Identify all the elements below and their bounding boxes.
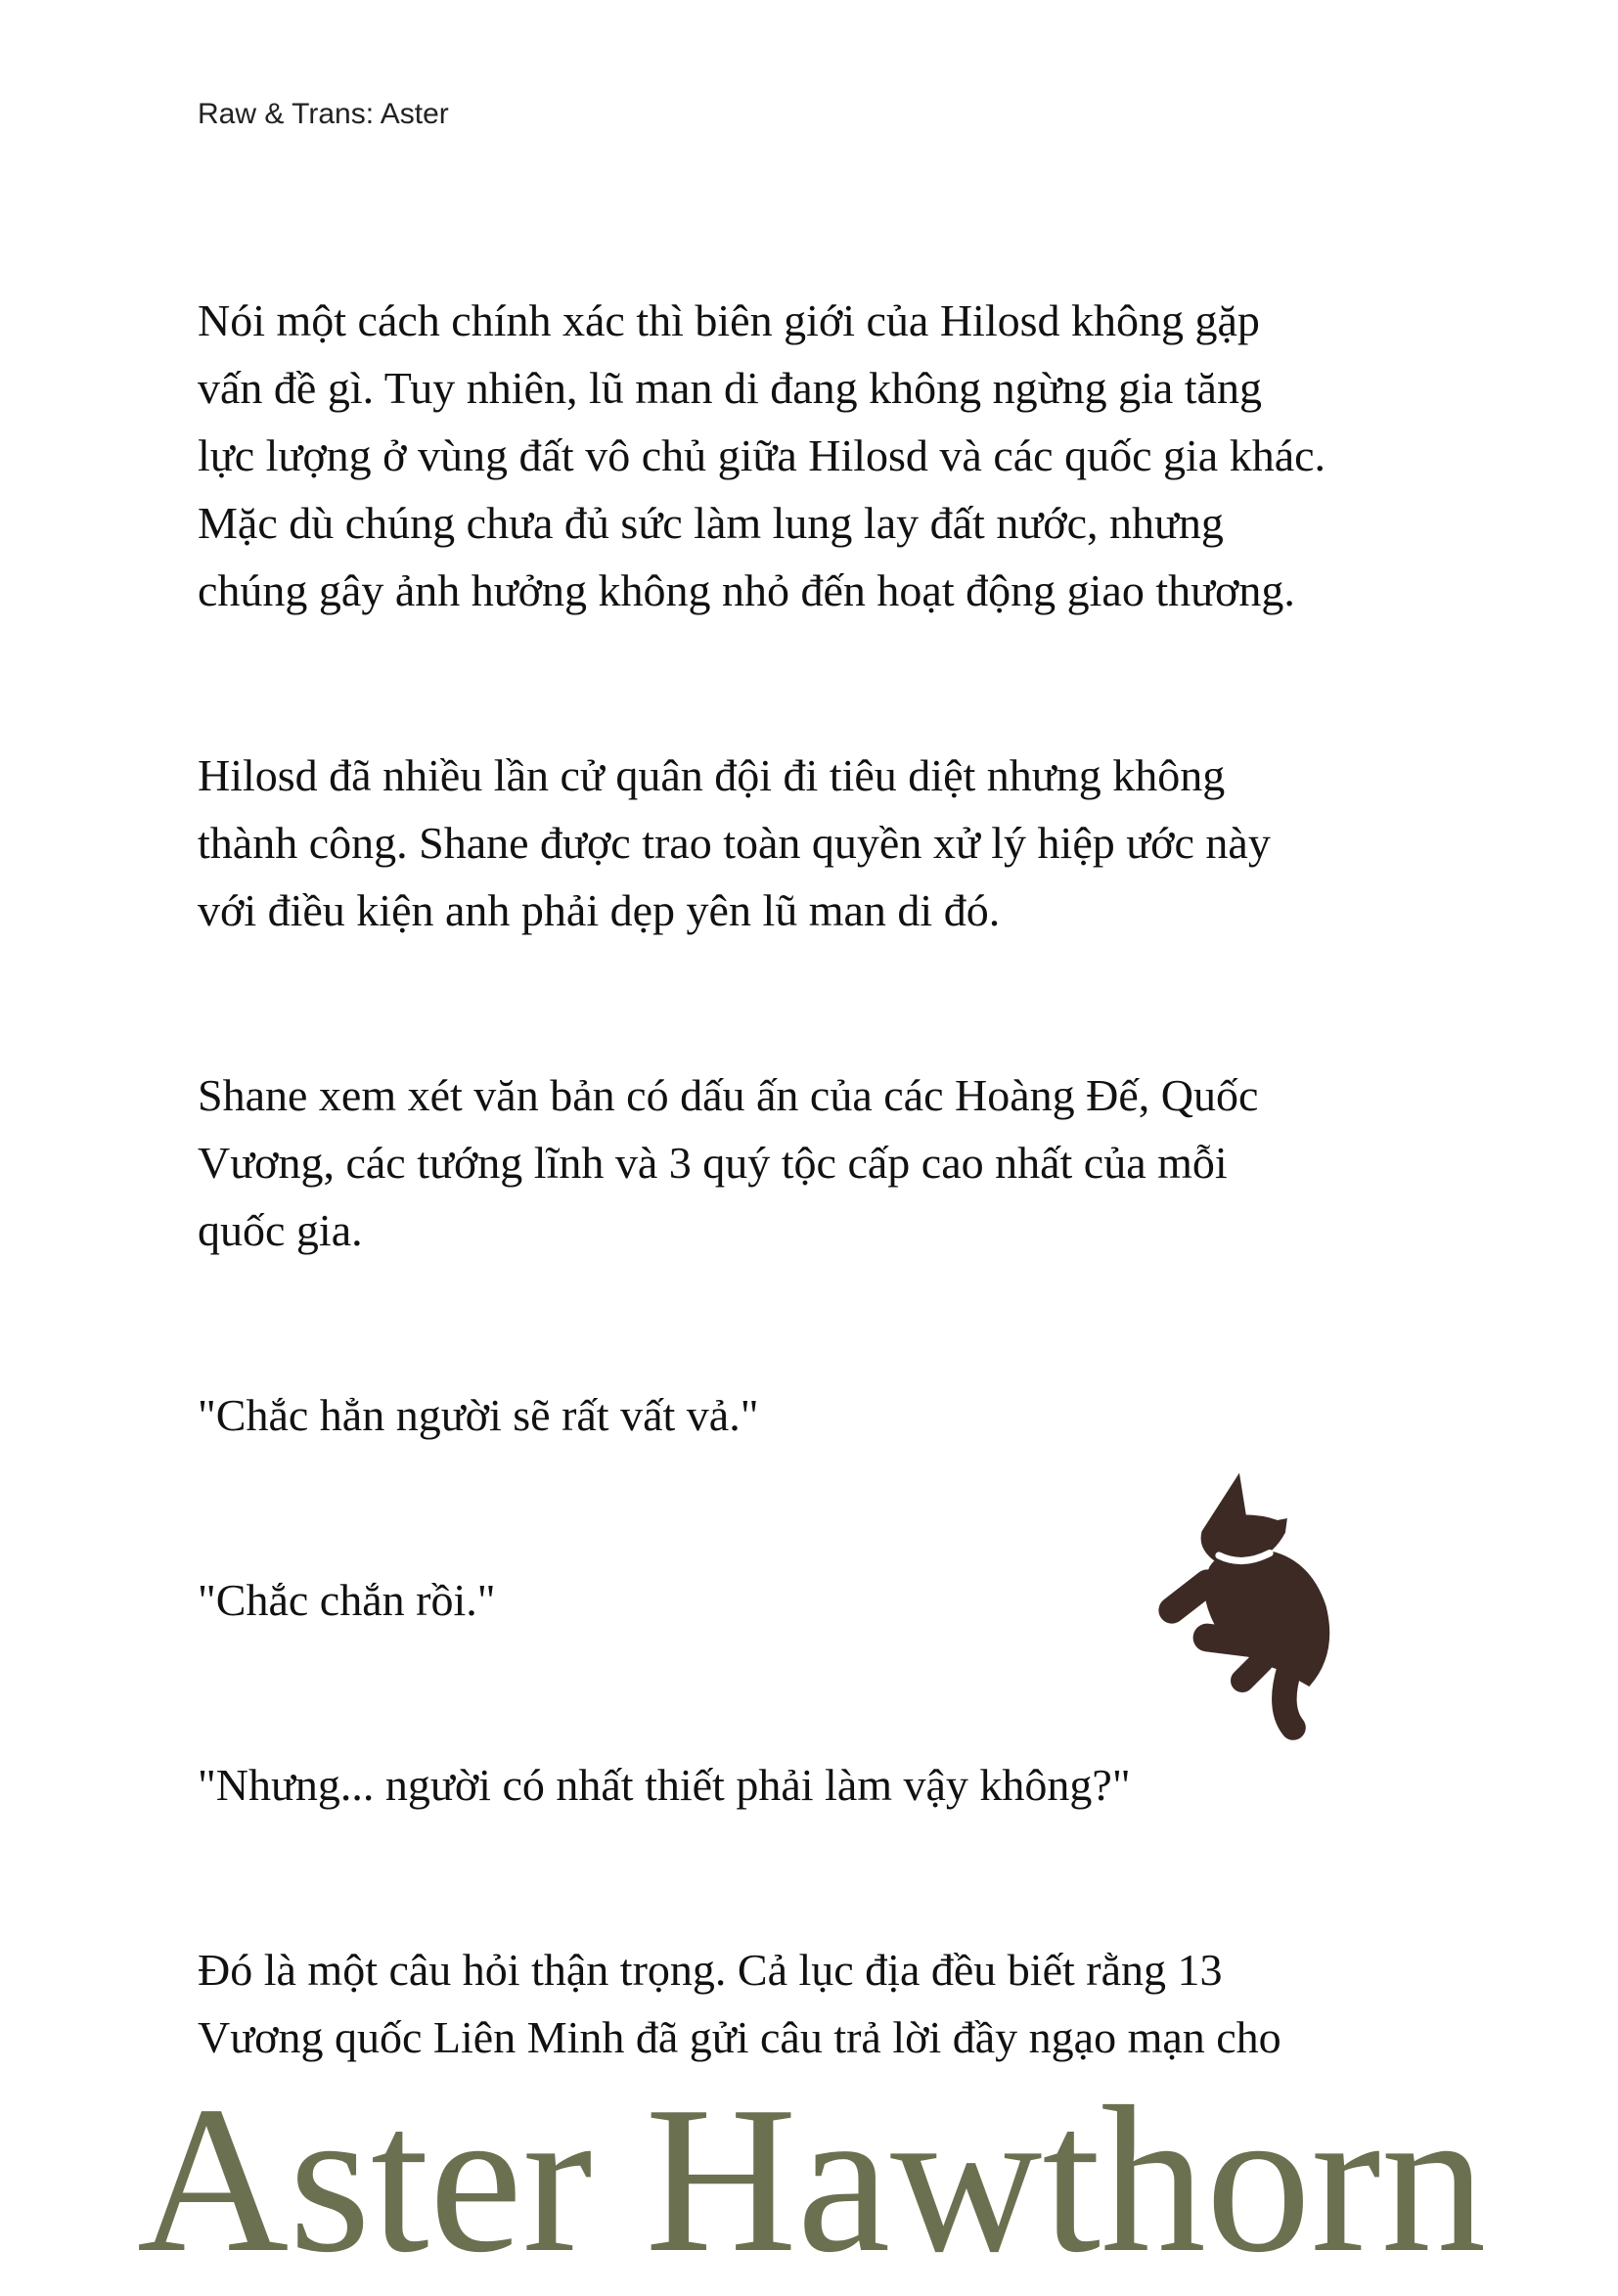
text-line: Vương, các tướng lĩnh và 3 quý tộc cấp cao nhất của mỗi [198, 1138, 1228, 1188]
text-line: Hilosd đã nhiều lần cử quân đội đi tiêu diệt nhưng không [198, 750, 1226, 800]
text-line: Shane xem xét văn bản có dấu ấn của các Hoàng Đế, Quốc [198, 1070, 1259, 1120]
text-line: vấn đề gì. Tuy nhiên, lũ man di đang không ngừng gia tăng [198, 363, 1262, 413]
text-line: "Chắc chắn rồi." [198, 1575, 496, 1625]
paragraph-1 [198, 287, 1326, 624]
paragraph-6 [198, 1751, 1131, 1819]
paragraph-5 [198, 1566, 496, 1634]
text-line: quốc gia. [198, 1205, 363, 1255]
text-line: Nói một cách chính xác thì biên giới của Hilosd không gặp [198, 295, 1260, 345]
text-line: với điều kiện anh phải dẹp yên lũ man di đó. [198, 885, 1001, 935]
text-line: Mặc dù chúng chưa đủ sức làm lung lay đất nước, nhưng [198, 498, 1224, 548]
paragraph-7 [198, 1936, 1281, 2071]
text-line: lực lượng ở vùng đất vô chủ giữa Hilosd và các quốc gia khác. [198, 430, 1326, 480]
page-header: Raw & Trans: Aster [198, 98, 449, 130]
text-line: chúng gây ảnh hưởng không nhỏ đến hoạt động giao thương. [198, 565, 1295, 615]
cat-silhouette-icon [1145, 1448, 1379, 1780]
watermark: Aster Hawthorn [137, 2062, 1487, 2296]
text-line: Vương quốc Liên Minh đã gửi câu trả lời đầy ngạo mạn cho [198, 2012, 1281, 2062]
paragraph-3 [198, 1061, 1258, 1264]
paragraph-2 [198, 742, 1271, 944]
text-line: "Chắc hẳn người sẽ rất vất vả." [198, 1390, 759, 1440]
paragraph-4 [198, 1381, 758, 1449]
text-line: "Nhưng... người có nhất thiết phải làm vậy không?" [198, 1760, 1131, 1810]
text-line: thành công. Shane được trao toàn quyền xử lý hiệp ước này [198, 818, 1271, 868]
text-line: Đó là một câu hỏi thận trọng. Cả lục địa đều biết rằng 13 [198, 1945, 1223, 1995]
